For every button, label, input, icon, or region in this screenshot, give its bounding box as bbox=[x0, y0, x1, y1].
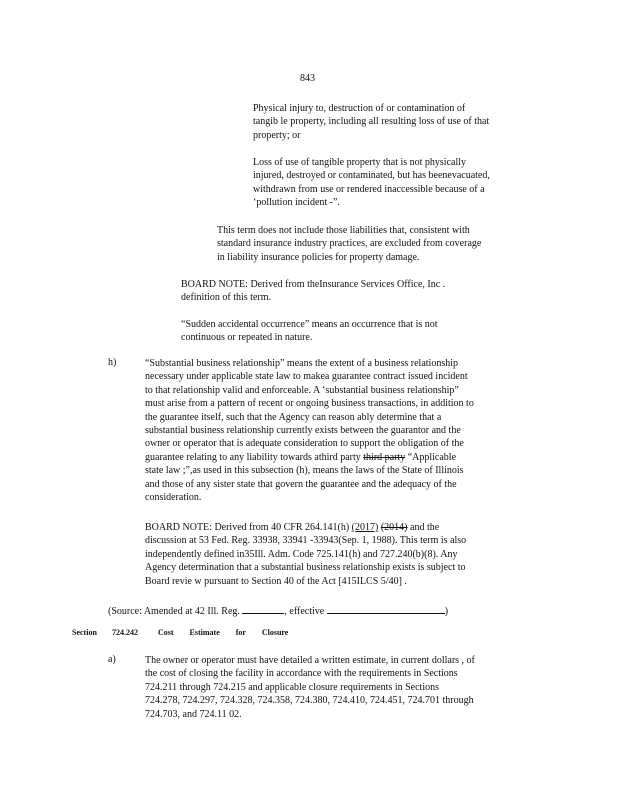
register-page-blank bbox=[242, 603, 284, 614]
board-note-cfr bbox=[145, 521, 533, 588]
text-line: substantial business relationship currently exists between the guarantor and the bbox=[145, 425, 461, 437]
text-line: “Sudden accidental occurrence” means an occurrence that is not bbox=[181, 319, 438, 330]
text-line bbox=[145, 451, 542, 464]
text-line: BOARD NOTE: Derived from theInsurance Services Office, Inc . bbox=[181, 279, 446, 290]
board-note-insurance bbox=[181, 278, 499, 305]
text-line: to that relationship valid and enforceable. A ‘substantial business relationship” bbox=[145, 384, 459, 396]
text-line: the cost of closing the facility in accordance with the requirements in Sections bbox=[145, 668, 458, 680]
deleted-text: (2014) bbox=[380, 522, 408, 533]
section-label: Section bbox=[72, 628, 97, 637]
text-line: state law ;”,as used in this subsection (h), means the laws of the State of Illinois bbox=[145, 465, 464, 477]
text-line: 724.703, and 724.11 02. bbox=[145, 708, 242, 720]
text-line: the guarantee itself, such that the Agency can reason ably determine that a bbox=[145, 411, 442, 423]
paragraph-loss-of-use bbox=[253, 156, 535, 210]
text-line: Physical injury to, destruction of or contamination of bbox=[253, 103, 466, 114]
definition-substantial-business-relationship bbox=[145, 357, 542, 504]
text-line: continuous or repeated in nature. bbox=[181, 332, 313, 344]
text-line: consideration. bbox=[145, 492, 202, 504]
text-line: Agency determination that a substantial business relationship exists is subject to bbox=[145, 562, 466, 574]
text-line bbox=[145, 521, 533, 534]
text-line: ‘pollution incident -”. bbox=[253, 197, 340, 209]
text-segment: guarantee relating to any liability towards athird party bbox=[145, 451, 361, 463]
text-segment: and the bbox=[410, 522, 440, 533]
text-line: Board revie w pursuant to Section 40 of the Act [415ILCS 5/40] . bbox=[145, 575, 407, 587]
text-segment: “Applicable bbox=[407, 451, 457, 463]
item-h-label: h) bbox=[108, 357, 117, 368]
text-line: owner or operator that is adequate consideration to support the obligation of the bbox=[145, 438, 464, 450]
source-text: (Source: Amended at 42 Ill. Reg. bbox=[108, 606, 240, 617]
paragraph-exclusions bbox=[217, 224, 529, 264]
text-line: independently defined in35Ill. Adm. Code 725.141(h) and 727.240(b)(8). Any bbox=[145, 548, 458, 560]
text-line: injured, destroyed or contaminated, but has beenevacuated, bbox=[253, 170, 490, 182]
text-line: The owner or operator must have detailed a written estimate, in current dollars , of bbox=[145, 655, 475, 666]
section-number: 724.242 bbox=[112, 628, 138, 637]
text-line: tangib le property, including all resulting loss of use of that bbox=[253, 116, 490, 128]
effective-date-blank bbox=[327, 603, 445, 614]
source-text: , effective bbox=[284, 606, 325, 617]
paragraph-physical-injury bbox=[253, 102, 535, 142]
text-line: discussion at 53 Fed. Reg. 33938, 33941 -33943(Sep. 1, 1988). This term is also bbox=[145, 535, 467, 547]
source-text: ) bbox=[444, 606, 449, 617]
definition-sudden-accidental-occurrence bbox=[181, 318, 491, 345]
text-line: 724.211 through 724.215 and applicable closure requirements in Sections bbox=[145, 681, 440, 693]
closure-estimate-paragraph bbox=[145, 654, 542, 721]
text-line: This term does not include those liabilities that, consistent with bbox=[217, 225, 470, 236]
item-a-label: a) bbox=[108, 654, 116, 665]
text-line: necessary under applicable state law to makea guarantee contract issued incident bbox=[145, 371, 468, 383]
text-line: definition of this term. bbox=[181, 292, 271, 304]
deleted-text: third party bbox=[363, 451, 406, 463]
section-title: Cost Estimate for Closure bbox=[158, 628, 289, 637]
text-line: standard insurance industry practices, are excluded from coverage bbox=[217, 238, 482, 250]
text-line: and those of any sister state that govern the guarantee and the adequacy of the bbox=[145, 478, 457, 490]
text-line: 724.278, 724.297, 724.328, 724.358, 724.380, 724.410, 724.451, 724.701 through bbox=[145, 695, 474, 707]
source-note bbox=[108, 603, 508, 618]
text-line: Loss of use of tangible property that is not physically bbox=[253, 157, 467, 168]
text-line: “Substantial business relationship” means the extent of a business relationship bbox=[145, 358, 458, 369]
text-segment: BOARD NOTE: Derived from 40 CFR 264.141(h) bbox=[145, 522, 350, 533]
text-line: withdrawn from use or rendered inaccessible because of a bbox=[253, 183, 485, 195]
text-line: in liability insurance policies for property damage. bbox=[217, 251, 420, 263]
text-line: must arise from a pattern of recent or ongoing business transactions, in addition to bbox=[145, 398, 474, 410]
inserted-text: (2017) bbox=[351, 522, 379, 533]
page-number: 843 bbox=[300, 73, 315, 84]
text-line: property; or bbox=[253, 129, 301, 141]
